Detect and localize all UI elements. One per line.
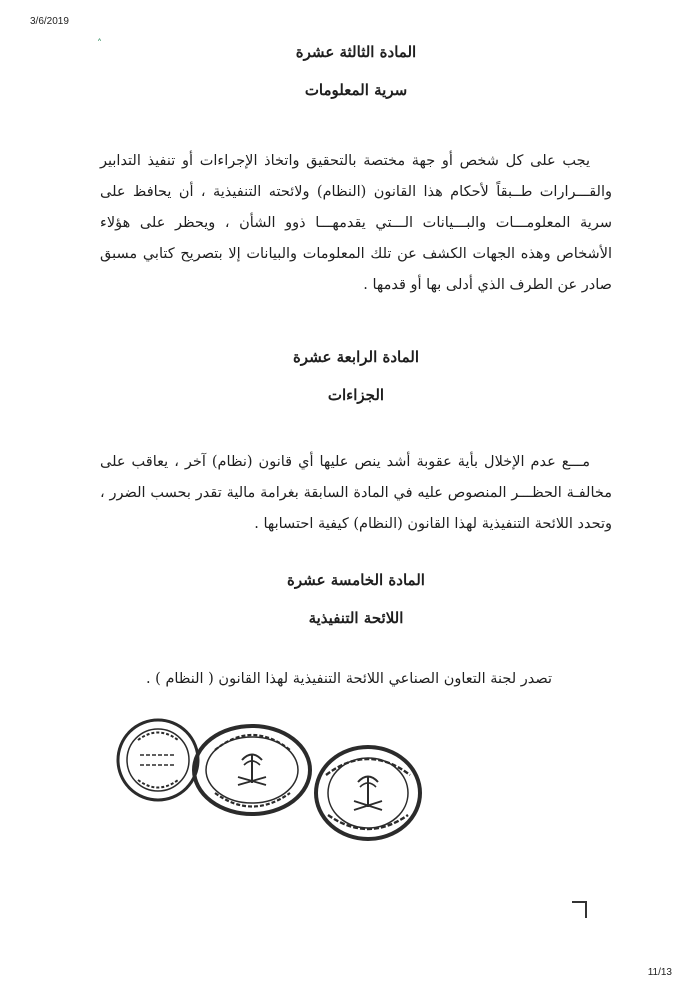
article-14-heading: المادة الرابعة عشرة [292, 348, 420, 366]
article-14-title: الجزاءات [327, 386, 385, 404]
green-tick-mark: ˰ [97, 30, 102, 41]
page-date: 3/6/2019 [30, 16, 69, 27]
official-stamps [110, 715, 430, 845]
article-14-body: مـــع عدم الإخلال بأية عقوبة أشد ينص عليها أي قانون (نظام) آخر ، يعاقب على مخالفـة الحظـــر المنصوص عليه في المادة السابقة بغرامة مالية تقدر بحسب الضرر ، وتحدد اللائحة التنفيذية لهذا القانون (النظام) كيفية احتسابها . [100, 454, 612, 532]
article-15-title: اللائحة التنفيذية [308, 609, 404, 627]
corner-bracket-icon [570, 898, 590, 920]
article-13-title: سرية المعلومات [304, 81, 408, 99]
article-13-heading: المادة الثالثة عشرة [295, 43, 417, 61]
page-number: 11/13 [647, 967, 672, 978]
article-15-body: تصدر لجنة التعاون الصناعي اللائحة التنفيذية لهذا القانون ( النظام ) . [145, 671, 552, 687]
stamp-general-secretariat-icon [316, 747, 420, 839]
document-body [100, 40, 612, 695]
article-13-body: يجب على كل شخص أو جهة مختصة بالتحقيق واتخاذ الإجراءات أو تنفيذ التدابير والقـــرارات طــبقاً لأحكام هذا القانون (النظام) ولائحته التنفيذية ، أن يحافظ على سرية المعلومـــات والبـــيانات الـــتي يقدمهـــا ذوو الشأن ، ويحظر على هؤلاء الأشخاص وهذه الجهات الكشف عن تلك المعلومات والبيانات إلا بتصريح كتابي مسبق صادر عن الطرف الذي أدلى بها أو قدمها . [100, 153, 612, 293]
article-15-heading: المادة الخامسة عشرة [287, 571, 425, 589]
stamp-cabinet-icon [118, 720, 198, 800]
stamp-experts-commission-icon [194, 726, 310, 814]
